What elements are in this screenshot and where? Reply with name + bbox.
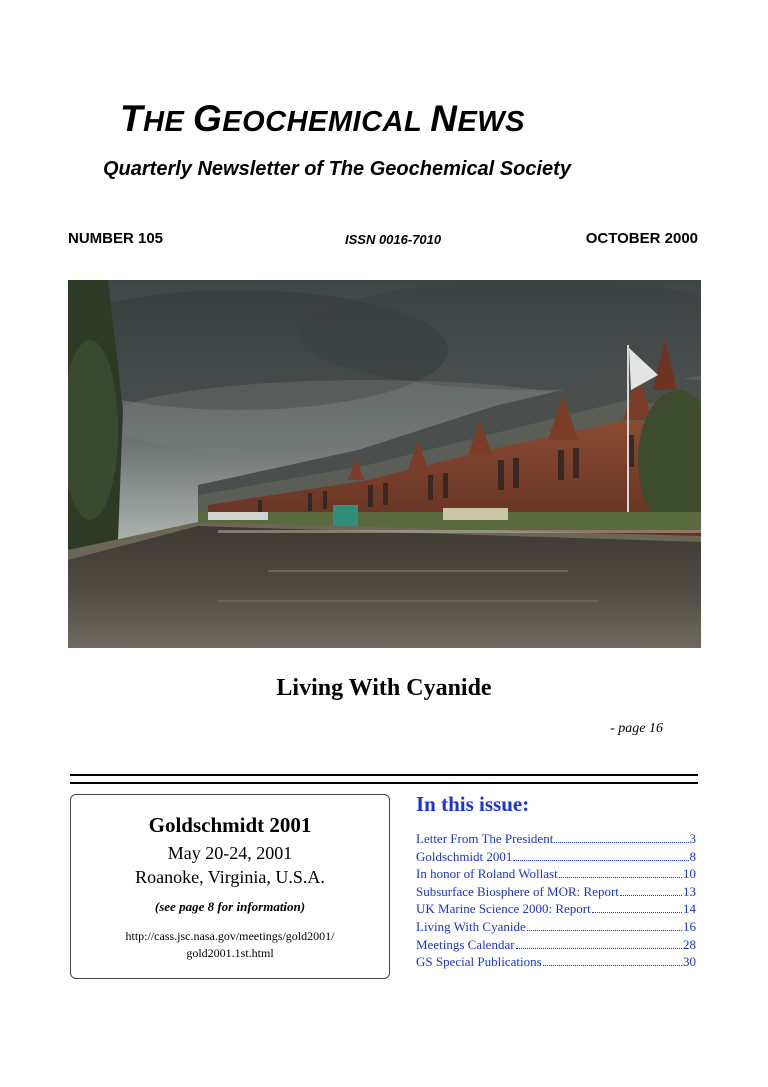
toc-leader [527, 930, 682, 931]
title-initial-1: T [120, 98, 144, 139]
toc-item-page: 3 [689, 831, 696, 846]
title-rest-1: HE [143, 106, 193, 138]
toc-item-label: In honor of Roland Wollast [416, 866, 558, 882]
issue-date: OCTOBER 2000 [585, 230, 698, 247]
title-initial-2: G [192, 98, 223, 139]
toc-item-page: 16 [683, 918, 696, 934]
toc-item[interactable] [416, 901, 696, 919]
toc-leader [554, 842, 688, 843]
toc-item[interactable] [416, 831, 696, 849]
toc-item-page: 8 [689, 848, 696, 864]
toc-leader [516, 948, 682, 949]
toc-item-label: Goldschmidt 2001 [416, 848, 513, 864]
cover-photo [68, 280, 701, 648]
promo-title: Goldschmidt 2001 [148, 813, 312, 837]
newsletter-title [120, 98, 525, 140]
canal-building-photo [68, 280, 701, 648]
promo-location: Roanoke, Virginia, U.S.A. [135, 867, 325, 887]
issn: ISSN 0016-7010 [345, 232, 442, 247]
promo-url-continued[interactable]: gold2001.1st.html [186, 946, 274, 960]
title-rest-2: EOCHEMICAL [222, 106, 431, 138]
issue-number: NUMBER 105 [68, 230, 164, 247]
toc-leader [513, 860, 688, 861]
toc-item[interactable] [416, 849, 696, 867]
title-rest-3: EWS [457, 106, 526, 138]
toc-item[interactable] [416, 954, 696, 972]
divider-rule [70, 774, 698, 776]
toc-item-page: 28 [683, 936, 696, 952]
promo-note: (see page 8 for information) [154, 899, 306, 914]
toc-leader [620, 895, 682, 896]
title-initial-3: N [430, 98, 458, 139]
newsletter-subtitle: Quarterly Newsletter of The Geochemical Society [103, 158, 571, 180]
toc-item[interactable] [416, 884, 696, 902]
toc-item[interactable] [416, 919, 696, 937]
toc-item-page: 10 [683, 866, 696, 882]
toc-heading: In this issue: [416, 792, 530, 816]
feature-page-reference: - page 16 [610, 721, 663, 736]
toc-leader [543, 965, 682, 966]
toc-leader [559, 877, 682, 878]
toc-item-page: 14 [683, 901, 696, 917]
feature-headline: Living With Cyanide [276, 675, 492, 701]
promo-url[interactable]: http://cass.jsc.nasa.gov/meetings/gold2001/ [125, 929, 335, 943]
toc-item-page: 30 [683, 954, 696, 970]
divider-rule [70, 782, 698, 784]
toc-item[interactable] [416, 866, 696, 884]
toc-item-label: Letter From The President [416, 831, 554, 846]
toc-item-label: UK Marine Science 2000: Report [416, 901, 591, 917]
toc-item[interactable] [416, 937, 696, 955]
promo-dates: May 20-24, 2001 [167, 843, 293, 863]
toc-item-label: Meetings Calendar [416, 936, 515, 952]
toc-item-label: Subsurface Biosphere of MOR: Report [416, 883, 619, 899]
toc-item-label: GS Special Publications [416, 954, 542, 970]
toc-item-page: 13 [683, 883, 696, 899]
toc-leader [592, 912, 682, 913]
goldschmidt-promo-box [70, 794, 390, 979]
table-of-contents [416, 792, 696, 972]
toc-item-label: Living With Cyanide [416, 918, 526, 934]
